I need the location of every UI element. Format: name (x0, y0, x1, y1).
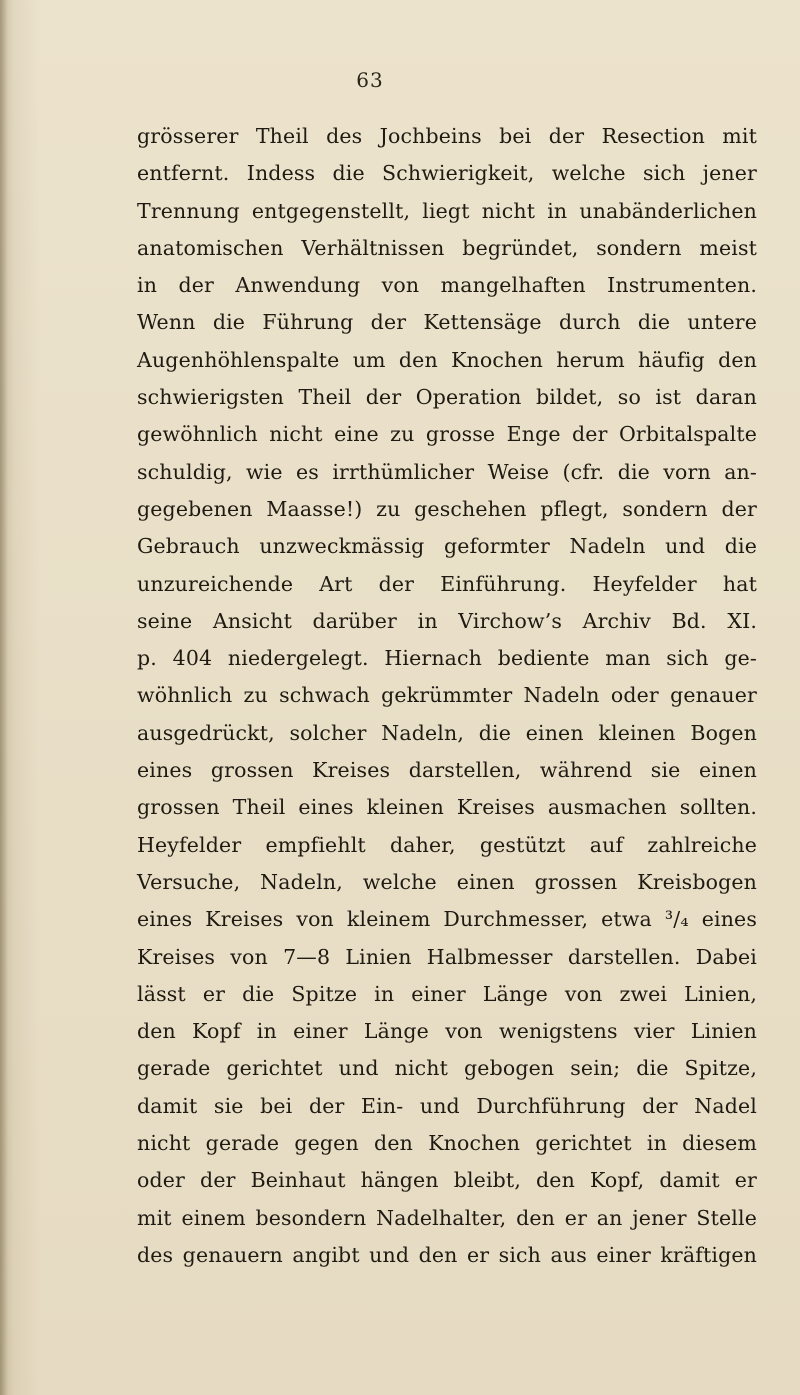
text-line: Gebrauch unzweckmässig geformter Nadeln und die (137, 534, 757, 559)
text-line: eines Kreises von kleinem Durchmesser, etwa ³/₄ eines (137, 907, 757, 932)
text-line: grösserer Theil des Jochbeins bei der Resection mit (137, 124, 757, 148)
text-line: in der Anwendung von mangelhaften Instrumenten. (137, 273, 757, 298)
text-line: seine Ansicht darüber in Virchow’s Archiv Bd. XI. (137, 608, 757, 633)
text-line: den Kopf in einer Länge von wenigstens vier Linien (137, 1019, 757, 1044)
body-text (137, 118, 757, 1274)
text-line: damit sie bei der Ein- und Durchführung der Nadel (137, 1093, 757, 1118)
page-gutter-shadow (0, 0, 8, 1395)
text-line: eines grossen Kreises darstellen, während sie einen (137, 758, 757, 783)
page-number: 63 (356, 68, 384, 92)
text-line: schuldig, wie es irrthümlicher Weise (cfr. die vorn an- (137, 459, 757, 484)
text-line: oder der Beinhaut hängen bleibt, den Kopf, damit er (137, 1168, 757, 1193)
text-line: anatomischen Verhältnissen begründet, sondern meist (137, 235, 757, 260)
text-line: Augenhöhlenspalte um den Knochen herum häufig den (137, 347, 757, 372)
text-line: Wenn die Führung der Kettensäge durch die untere (137, 310, 757, 335)
text-line: gewöhnlich nicht eine zu grosse Enge der Orbitalspalte (137, 422, 757, 447)
text-line: wöhnlich zu schwach gekrümmter Nadeln oder genauer (137, 683, 757, 708)
text-line: Kreises von 7—8 Linien Halbmesser darstellen. Dabei (137, 944, 757, 969)
text-line: p. 404 niedergelegt. Hiernach bediente man sich ge- (137, 646, 757, 671)
text-line: schwierigsten Theil der Operation bildet, so ist daran (137, 385, 757, 410)
text-line: entfernt. Indess die Schwierigkeit, welche sich jener (137, 161, 757, 186)
text-line: des genauern angibt und den er sich aus einer kräftigen (137, 1242, 757, 1267)
text-line: Versuche, Nadeln, welche einen grossen Kreisbogen (137, 869, 757, 894)
text-line: gegebenen Maasse!) zu geschehen pflegt, sondern der (137, 496, 757, 521)
text-line: grossen Theil eines kleinen Kreises ausmachen sollten. (137, 795, 757, 820)
text-line: Heyfelder empfiehlt daher, gestützt auf zahlreiche (137, 832, 757, 857)
text-line: mit einem besondern Nadelhalter, den er an jener Stelle (137, 1205, 757, 1230)
text-line: unzureichende Art der Einführung. Heyfelder hat (137, 571, 757, 596)
text-line: ausgedrückt, solcher Nadeln, die einen kleinen Bogen (137, 720, 757, 745)
text-line: nicht gerade gegen den Knochen gerichtet in diesem (137, 1131, 757, 1156)
text-line: Trennung entgegenstellt, liegt nicht in unabänderlichen (137, 198, 757, 223)
text-line: gerade gerichtet und nicht gebogen sein; die Spitze, (137, 1056, 757, 1081)
text-line: lässt er die Spitze in einer Länge von zwei Linien, (137, 981, 757, 1006)
